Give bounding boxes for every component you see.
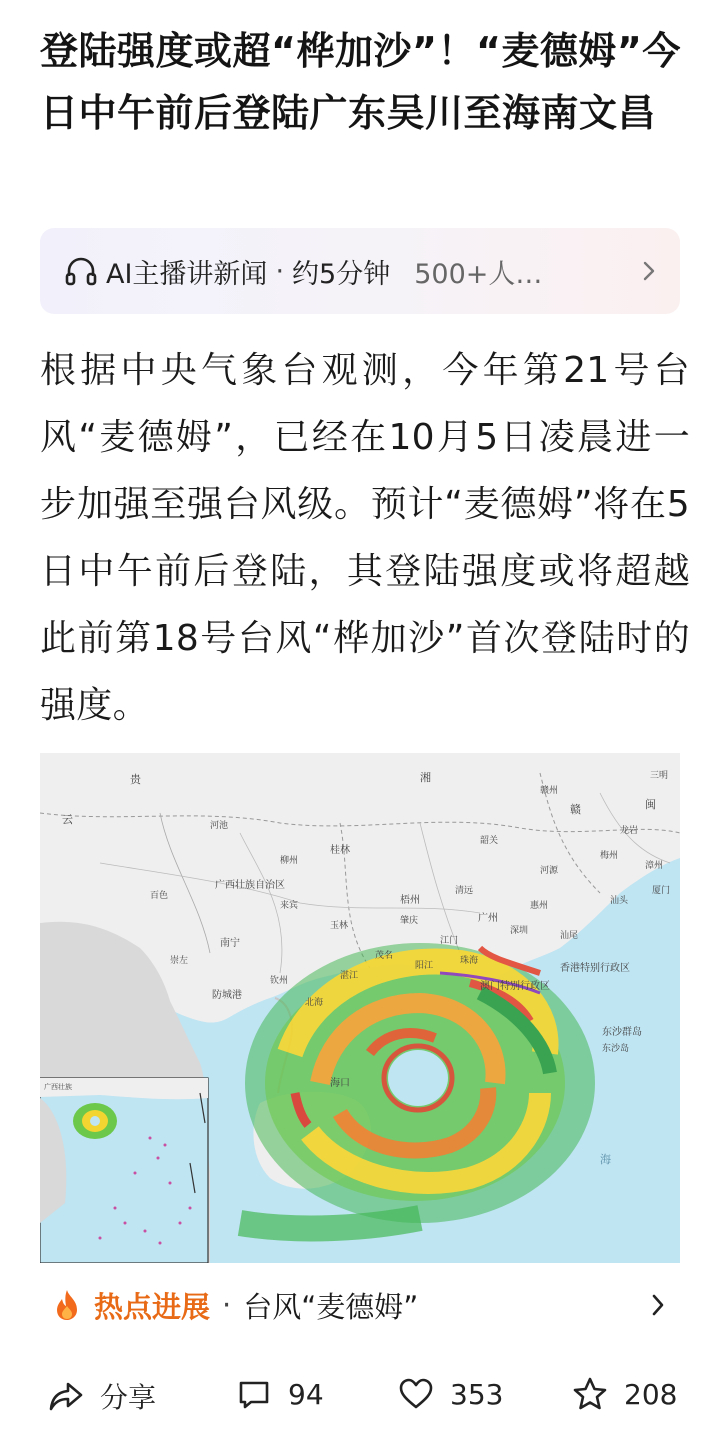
- favorite-count: 208: [624, 1377, 678, 1411]
- map-label-chongzuo: 崇左: [170, 956, 189, 966]
- ai-audio-bar[interactable]: [40, 228, 680, 314]
- map-label-dongsha: 东沙群岛: [602, 1027, 642, 1038]
- article-body: 根据中央气象台观测，今年第21号台风“麦德姆”，已经在10月5日凌晨进一步加强至强台风级。预计“麦德姆”将在5日中午前后登陆，其登陆强度或将超越此前第18号台风“桦加沙”首次登陆时的强度。: [40, 350, 690, 726]
- topic-title: 台风“麦德姆”: [243, 1289, 419, 1324]
- map-label-sanming: 三明: [650, 771, 669, 781]
- map-label-qingyuan: 清远: [455, 886, 474, 896]
- topic-tag: 热点进展: [94, 1289, 211, 1324]
- map-label-hechi: 河池: [210, 821, 229, 831]
- ai-bar-separator: ·: [275, 255, 285, 287]
- map-label-hunan: 湘: [420, 771, 431, 784]
- ai-bar-label: AI主播讲新闻: [106, 258, 268, 290]
- map-label-heyuan: 河源: [540, 866, 559, 876]
- hot-topic-link[interactable]: [40, 1276, 680, 1334]
- radar-map-image: [40, 753, 680, 1263]
- map-label-hk: 香港特别行政区: [560, 963, 630, 974]
- map-label-fujian: 闽: [645, 798, 656, 811]
- like-count: 353: [450, 1377, 504, 1411]
- map-label-guizhou: 贵: [130, 773, 141, 786]
- typhoon-radar-map[interactable]: [40, 753, 680, 1263]
- map-label-dongsha-island: 东沙岛: [602, 1044, 630, 1054]
- share-icon: [48, 1378, 84, 1414]
- map-label-zhuhai: 珠海: [460, 956, 479, 966]
- action-bar: [0, 1362, 720, 1426]
- comment-icon: [236, 1376, 272, 1412]
- map-label-yulin: 玉林: [330, 921, 349, 931]
- chevron-right-icon: [640, 258, 658, 284]
- map-label-jiangxi: 赣: [570, 803, 581, 816]
- map-label-guangxi: 广西壮族自治区: [215, 880, 285, 891]
- map-label-laibin: 来宾: [280, 901, 299, 911]
- map-label-zhanjiang: 湛江: [340, 971, 359, 981]
- map-label-nanning: 南宁: [220, 938, 240, 949]
- map-label-ganzhou: 赣州: [540, 786, 559, 796]
- comment-count: 94: [288, 1377, 324, 1411]
- map-label-meizhou: 梅州: [600, 851, 619, 861]
- map-label-wuzhou: 梧州: [400, 895, 420, 906]
- map-label-jiangmen: 江门: [440, 936, 459, 946]
- heart-icon: [398, 1376, 434, 1412]
- map-label-sea: 海: [600, 1153, 611, 1166]
- headphones-icon: [64, 254, 98, 288]
- share-button[interactable]: [48, 1376, 156, 1416]
- inset-label: 广西壮族: [44, 1083, 72, 1091]
- map-label-beihai: 北海: [305, 998, 324, 1008]
- map-label-liuzhou: 柳州: [280, 856, 299, 866]
- map-label-zhangzhou: 漳州: [645, 861, 664, 871]
- comment-button[interactable]: [236, 1376, 324, 1412]
- map-label-baise: 百色: [150, 891, 169, 901]
- ai-bar-listeners: 500+人…: [414, 258, 543, 290]
- map-label-guilin: 桂林: [330, 845, 350, 856]
- article-title: 登陆强度或超“桦加沙”！“麦德姆”今日中午前后登陆广东吴川至海南文昌: [40, 29, 681, 135]
- map-label-longyan: 龙岩: [620, 826, 639, 836]
- map-label-shantou: 汕头: [610, 896, 629, 906]
- fire-icon: [52, 1288, 82, 1322]
- map-label-haikou: 海口: [330, 1078, 350, 1089]
- map-label-shenzhen: 深圳: [510, 926, 529, 936]
- map-label-xiamen: 厦门: [652, 886, 671, 896]
- map-label-shanwei: 汕尾: [560, 931, 579, 941]
- topic-separator: ·: [222, 1288, 232, 1322]
- map-label-fangchenggang: 防城港: [212, 990, 242, 1001]
- map-label-macau: 澳门特别行政区: [480, 981, 550, 992]
- like-button[interactable]: [398, 1376, 503, 1412]
- share-label: 分享: [100, 1381, 157, 1414]
- chevron-right-icon: [650, 1292, 666, 1318]
- map-label-qinzhou: 钦州: [270, 976, 289, 986]
- map-label-shaoguan: 韶关: [480, 836, 499, 846]
- map-label-maoming: 茂名: [375, 951, 394, 961]
- map-label-yangjiang: 阳江: [415, 961, 434, 971]
- map-label-yunnan: 云: [62, 813, 73, 826]
- map-label-zhaoqing: 肇庆: [400, 916, 419, 926]
- map-label-huizhou: 惠州: [530, 901, 549, 911]
- ai-bar-duration: 约5分钟: [292, 258, 391, 290]
- favorite-button[interactable]: [572, 1376, 677, 1412]
- map-label-guangzhou: 广州: [478, 913, 498, 924]
- star-icon: [572, 1376, 608, 1412]
